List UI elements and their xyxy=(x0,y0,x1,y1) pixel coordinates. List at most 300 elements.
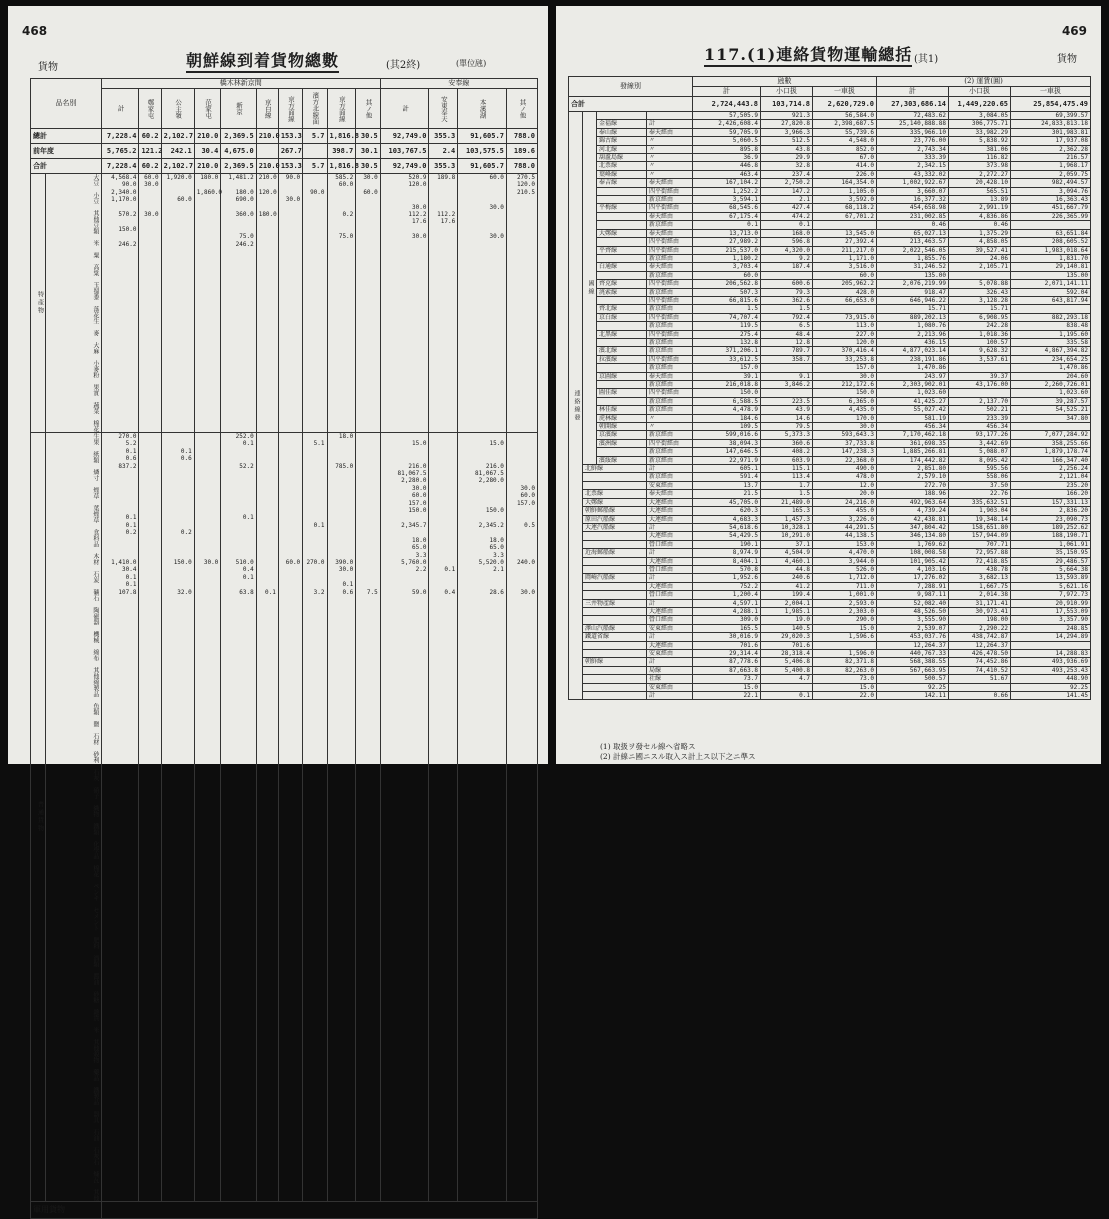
value-cell: 168.0 xyxy=(761,229,813,237)
value-cell: 565.51 xyxy=(949,187,1011,195)
summary-cell: 92,749.0 xyxy=(380,159,429,174)
value-cell: 174,442.82 xyxy=(877,456,949,464)
value-cell: 347,804.42 xyxy=(877,523,949,531)
value-cell: 414.0 xyxy=(813,162,877,170)
right-head-freight: (2) 運賃(圓) xyxy=(877,77,1091,87)
value-cell: 231,002.85 xyxy=(877,212,949,220)
line-row xyxy=(569,490,1091,498)
value-cell: 1,831.70 xyxy=(1011,254,1091,262)
route: 新京經由 xyxy=(647,406,693,414)
route: 安東經由 xyxy=(647,624,693,632)
value-cell: 306,775.71 xyxy=(949,120,1011,128)
group-header-b: 安奉線 xyxy=(380,79,537,89)
value-cell: 512.5 xyxy=(761,137,813,145)
value-cell: 39.1 xyxy=(693,372,761,380)
value-cell: 22,368.0 xyxy=(813,456,877,464)
left-running-head: 貨物 xyxy=(38,62,58,73)
value-cell: 36.9 xyxy=(693,154,761,162)
value-cell: 54,525.21 xyxy=(1011,406,1091,414)
value-cell: 1,457.3 xyxy=(761,515,813,523)
line-name xyxy=(583,540,647,548)
value-cell: 20,910.99 xyxy=(1011,599,1091,607)
item-values-column: 5.1 0.1 270.0 3.2 xyxy=(303,433,327,1202)
value-cell: 150.0 xyxy=(693,389,761,397)
value-cell xyxy=(813,305,877,313)
line-name: 鐵道省線 xyxy=(583,633,647,641)
route: 新京經由 xyxy=(647,397,693,405)
line-row xyxy=(569,120,1091,128)
value-cell: 68,118.2 xyxy=(813,204,877,212)
route: 新京經由 xyxy=(647,322,693,330)
value-cell: 12.0 xyxy=(813,481,877,489)
value-cell: 43.9 xyxy=(761,406,813,414)
value-cell: 453,037.76 xyxy=(877,633,949,641)
line-row xyxy=(569,633,1091,641)
route: 四平街經由 xyxy=(647,330,693,338)
value-cell: 895.8 xyxy=(693,145,761,153)
line-name: 平齊線 xyxy=(597,246,647,254)
line-row xyxy=(569,507,1091,515)
value-cell: 3,084.05 xyxy=(949,112,1011,120)
value-cell: 3,555.90 xyxy=(877,616,949,624)
value-cell: 438,742.87 xyxy=(949,633,1011,641)
value-cell: 2,121.04 xyxy=(1011,473,1091,481)
line-row xyxy=(569,549,1091,557)
column-header: 安東奉天 xyxy=(429,89,458,129)
route: 計 xyxy=(647,549,693,557)
summary-cell: 267.7 xyxy=(278,144,302,159)
line-name xyxy=(583,666,647,674)
value-cell: 54,618.6 xyxy=(693,523,761,531)
value-cell: 23,776.00 xyxy=(877,137,949,145)
value-cell: 13.7 xyxy=(693,481,761,489)
value-cell: 335.58 xyxy=(1011,338,1091,346)
line-row xyxy=(569,591,1091,599)
value-cell: 33,982.29 xyxy=(949,128,1011,136)
value-cell xyxy=(761,389,813,397)
value-cell: 33,612.5 xyxy=(693,355,761,363)
line-name xyxy=(597,254,647,262)
route: 四平街經由 xyxy=(647,355,693,363)
value-cell: 605.1 xyxy=(693,465,761,473)
value-cell: 16,363.43 xyxy=(1011,196,1091,204)
value-cell: 27,820.8 xyxy=(761,120,813,128)
value-cell: 27,392.4 xyxy=(813,238,877,246)
line-name: 河北線 xyxy=(597,145,647,153)
line-row xyxy=(569,397,1091,405)
value-cell: 55,739.6 xyxy=(813,128,877,136)
summary-row xyxy=(31,144,538,159)
value-cell: 115.1 xyxy=(761,465,813,473)
line-name: 大鄭線 xyxy=(597,229,647,237)
route: 大連經由 xyxy=(647,557,693,565)
value-cell: 166.20 xyxy=(1011,490,1091,498)
line-name: 朝鮮郵船線 xyxy=(583,507,647,515)
line-row xyxy=(569,229,1091,237)
value-cell: 2,071,141.11 xyxy=(1011,280,1091,288)
line-name xyxy=(597,112,647,120)
line-row xyxy=(569,582,1091,590)
value-cell: 29.9 xyxy=(761,154,813,162)
route: 四平街經由 xyxy=(647,439,693,447)
value-cell: 2,256.24 xyxy=(1011,465,1091,473)
value-cell: 1,769.62 xyxy=(877,540,949,548)
value-cell: 30.0 xyxy=(813,372,877,380)
value-cell: 0.46 xyxy=(877,221,949,229)
value-cell: 17,553.09 xyxy=(1011,607,1091,615)
right-head-line: 發線別 xyxy=(569,77,693,97)
item-values-column: 180.0 1,860.0 xyxy=(194,174,221,433)
line-row xyxy=(569,574,1091,582)
value-cell xyxy=(1011,305,1091,313)
route: 新京經由 xyxy=(647,347,693,355)
line-name: 近海郵船線 xyxy=(583,549,647,557)
item-labels: 大豆 小豆 其他豆類 米 粟 高粱 玉蜀黍 落花生 麥 大麻 小麥粉 果實 蔬菜 棉花 xyxy=(46,174,101,433)
line-name: 齊北線 xyxy=(597,305,647,313)
section-category: 普通貨物 xyxy=(31,433,46,1202)
line-name xyxy=(597,322,647,330)
value-cell: 3,537.61 xyxy=(949,355,1011,363)
value-cell: 362.6 xyxy=(761,296,813,304)
value-cell: 4,867,394.82 xyxy=(1011,347,1091,355)
value-cell: 3,357.90 xyxy=(1011,616,1091,624)
value-cell: 113.0 xyxy=(813,322,877,330)
value-cell: 22.76 xyxy=(949,490,1011,498)
value-cell: 74,410.52 xyxy=(949,666,1011,674)
value-cell: 4,739.24 xyxy=(877,507,949,515)
value-cell: 215,537.0 xyxy=(693,246,761,254)
value-cell: 54,429.5 xyxy=(693,532,761,540)
line-row xyxy=(569,439,1091,447)
value-cell: 5,406.8 xyxy=(761,658,813,666)
line-name xyxy=(583,591,647,599)
right-table-subtitle: (其1) xyxy=(914,54,939,65)
value-cell: 55,027.42 xyxy=(877,406,949,414)
line-name xyxy=(597,271,647,279)
value-cell: 66,815.6 xyxy=(693,296,761,304)
item-values-column: 0.1 0.6 0.2 150.0 32.0 xyxy=(161,433,194,1202)
value-cell: 3,846.2 xyxy=(761,381,813,389)
column-header: 鄭家屯 xyxy=(139,89,161,129)
route: 新京經由 xyxy=(647,221,693,229)
value-cell: 14,294.89 xyxy=(1011,633,1091,641)
value-cell: 147,238.3 xyxy=(813,448,877,456)
column-header: 濱方北線面 xyxy=(303,89,327,129)
value-cell: 184.6 xyxy=(693,414,761,422)
value-cell: 113.4 xyxy=(761,473,813,481)
line-name: 大鄭線 xyxy=(583,498,647,506)
value-cell: 13,713.0 xyxy=(693,229,761,237)
column-header: 京方面線 xyxy=(278,89,302,129)
value-cell: 326.43 xyxy=(949,288,1011,296)
line-row xyxy=(569,238,1091,246)
value-cell: 3,442.69 xyxy=(949,439,1011,447)
value-cell: 427.4 xyxy=(761,204,813,212)
value-cell: 603.9 xyxy=(761,456,813,464)
summary-cell: 103,767.5 xyxy=(380,144,429,159)
value-cell: 333.39 xyxy=(877,154,949,162)
value-cell: 490.0 xyxy=(813,465,877,473)
line-name: 齊克線 xyxy=(597,280,647,288)
value-cell: 1,879,178.74 xyxy=(1011,448,1091,456)
line-row xyxy=(569,498,1091,506)
route: 新京經由 xyxy=(647,473,693,481)
value-cell: 358,255.66 xyxy=(1011,439,1091,447)
item-values-column: 520.9 120.0 30.0 112.2 17.6 30.0 xyxy=(380,174,429,433)
value-cell: 213,463.57 xyxy=(877,238,949,246)
value-cell: 30,016.9 xyxy=(693,633,761,641)
value-cell: 448.90 xyxy=(1011,675,1091,683)
value-cell: 1.5 xyxy=(761,490,813,498)
value-cell: 0.1 xyxy=(761,221,813,229)
value-cell: 1,596.6 xyxy=(813,633,877,641)
value-cell: 1,061.91 xyxy=(1011,540,1091,548)
line-row xyxy=(569,473,1091,481)
route: 奉天經由 xyxy=(647,229,693,237)
value-cell: 226,365.99 xyxy=(1011,212,1091,220)
line-name: 濱綏線 xyxy=(597,456,647,464)
value-cell: 2,426,608.4 xyxy=(693,120,761,128)
summary-label: 前年度 xyxy=(31,144,102,159)
value-cell: 20,428.10 xyxy=(949,179,1011,187)
value-cell: 1,171.0 xyxy=(813,254,877,262)
value-cell: 37.1 xyxy=(761,540,813,548)
value-cell: 24.06 xyxy=(949,254,1011,262)
summary-cell: 355.3 xyxy=(429,159,458,174)
value-cell: 309.0 xyxy=(693,616,761,624)
value-cell: 5,060.5 xyxy=(693,137,761,145)
value-cell: 1,952.6 xyxy=(693,574,761,582)
line-name xyxy=(597,196,647,204)
value-cell: 48.4 xyxy=(761,330,813,338)
value-cell: 592.04 xyxy=(1011,288,1091,296)
value-cell: 1,712.0 xyxy=(813,574,877,582)
value-cell: 17,937.08 xyxy=(1011,137,1091,145)
grand-total-cell: 2,620,729.0 xyxy=(813,97,877,112)
value-cell: 15.0 xyxy=(813,683,877,691)
value-cell: 4,858.05 xyxy=(949,238,1011,246)
line-row xyxy=(569,280,1091,288)
value-cell: 72,418.85 xyxy=(949,557,1011,565)
summary-cell: 5,765.2 xyxy=(101,144,139,159)
line-row xyxy=(569,641,1091,649)
value-cell: 1,023.60 xyxy=(877,389,949,397)
value-cell: 593,643.3 xyxy=(813,431,877,439)
summary-cell: 2,102.7 xyxy=(161,129,194,144)
value-cell: 9,628.32 xyxy=(949,347,1011,355)
line-row xyxy=(569,372,1091,380)
value-cell: 157.0 xyxy=(693,364,761,372)
value-cell: 463.4 xyxy=(693,170,761,178)
value-cell: 63,651.84 xyxy=(1011,229,1091,237)
value-cell: 60.0 xyxy=(693,271,761,279)
value-cell: 3,094.76 xyxy=(1011,187,1091,195)
value-cell: 74,452.86 xyxy=(949,658,1011,666)
summary-cell xyxy=(256,144,278,159)
value-cell: 335,966.10 xyxy=(877,128,949,136)
line-row xyxy=(569,406,1091,414)
value-cell: 4,470.0 xyxy=(813,549,877,557)
summary-cell: 153.3 xyxy=(278,129,302,144)
left-unit: (單位瓲) xyxy=(456,59,487,68)
column-header: 其ノ他 xyxy=(356,89,380,129)
line-name: 北票線 xyxy=(597,162,647,170)
value-cell: 707.71 xyxy=(949,540,1011,548)
value-cell: 205,962.2 xyxy=(813,280,877,288)
line-row xyxy=(569,187,1091,195)
route: 社線 xyxy=(647,675,693,683)
value-cell: 135.00 xyxy=(877,271,949,279)
value-cell: 4,877,023.14 xyxy=(877,347,949,355)
value-cell: 51.67 xyxy=(949,675,1011,683)
value-cell: 570.8 xyxy=(693,565,761,573)
column-header: 公主嶺 xyxy=(161,89,194,129)
summary-cell: 398.7 xyxy=(327,144,356,159)
line-name: 北黑線 xyxy=(597,330,647,338)
route: 計 xyxy=(647,599,693,607)
line-name: 京白線 xyxy=(597,313,647,321)
item-values-column: 18.0 785.0 390.0 30.0 0.1 0.6 xyxy=(327,433,356,1202)
summary-cell: 2,369.5 xyxy=(221,129,256,144)
line-name: 朝鮮線 xyxy=(583,658,647,666)
value-cell: 4,478.9 xyxy=(693,406,761,414)
value-cell: 73.0 xyxy=(813,675,877,683)
value-cell: 19.0 xyxy=(761,616,813,624)
line-row xyxy=(569,431,1091,439)
value-cell: 17,276.02 xyxy=(877,574,949,582)
value-cell: 48,526.50 xyxy=(877,607,949,615)
route: 計 xyxy=(647,633,693,641)
value-cell: 500.57 xyxy=(877,675,949,683)
value-cell: 3,226.0 xyxy=(813,515,877,523)
value-cell: 82,263.0 xyxy=(813,666,877,674)
line-row xyxy=(569,322,1091,330)
line-name xyxy=(597,397,647,405)
value-cell: 108,008.58 xyxy=(877,549,949,557)
value-cell: 23,090.73 xyxy=(1011,515,1091,523)
value-cell: 2,260,726.01 xyxy=(1011,381,1091,389)
line-row xyxy=(569,330,1091,338)
value-cell: 212,172.6 xyxy=(813,381,877,389)
item-values-column: 60.0 30.0 30.0 xyxy=(458,174,507,433)
value-cell: 188.96 xyxy=(877,490,949,498)
line-row xyxy=(569,389,1091,397)
value-cell: 238,191.86 xyxy=(877,355,949,363)
item-values-column: 30.0 60.0 157.0 0.5 240.0 30.0 xyxy=(506,433,537,1202)
line-row xyxy=(569,523,1091,531)
line-name xyxy=(583,641,647,649)
line-name xyxy=(583,473,647,481)
value-cell: 153.0 xyxy=(813,540,877,548)
value-cell: 2,004.1 xyxy=(761,599,813,607)
value-cell: 4,548.0 xyxy=(813,137,877,145)
item-values-column: 0.1 0.4 xyxy=(429,433,458,1202)
value-cell: 4,836.86 xyxy=(949,212,1011,220)
value-cell: 502.21 xyxy=(949,406,1011,414)
value-cell: 227.0 xyxy=(813,330,877,338)
route: 計 xyxy=(647,692,693,700)
right-table-title: 117.(1)連絡貨物運輸總括 xyxy=(704,42,912,67)
value-cell: 42,438.81 xyxy=(877,515,949,523)
route: 新京經由 xyxy=(647,431,693,439)
route: 四平街經由 xyxy=(647,313,693,321)
value-cell: 142.11 xyxy=(877,692,949,700)
line-name xyxy=(583,675,647,683)
line-name: 北鮮線 xyxy=(583,465,647,473)
column-header: 小口扱 xyxy=(761,87,813,97)
value-cell: 2,398,687.5 xyxy=(813,120,877,128)
summary-cell: 5.7 xyxy=(303,129,327,144)
summary-cell: 788.0 xyxy=(506,129,537,144)
summary-cell: 242.1 xyxy=(161,144,194,159)
column-header: 小口扱 xyxy=(949,87,1011,97)
value-cell: 8,095.42 xyxy=(949,456,1011,464)
value-cell: 28,318.4 xyxy=(761,650,813,658)
line-row xyxy=(569,112,1091,120)
value-cell: 2,991.19 xyxy=(949,204,1011,212)
value-cell: 455.0 xyxy=(813,507,877,515)
value-cell: 0.1 xyxy=(761,692,813,700)
item-values-column: 90.0 30.0 xyxy=(278,174,302,433)
value-cell: 29,314.4 xyxy=(693,650,761,658)
route xyxy=(647,112,693,120)
route: 營口經由 xyxy=(647,616,693,624)
route: 新京經由 xyxy=(647,364,693,372)
value-cell: 1,968.17 xyxy=(1011,162,1091,170)
line-row xyxy=(569,212,1091,220)
line-name xyxy=(597,364,647,372)
route: 奉天經由 xyxy=(647,128,693,136)
value-cell: 1,596.0 xyxy=(813,650,877,658)
value-cell: 436.15 xyxy=(877,338,949,346)
row-header: 品名別 xyxy=(31,79,102,129)
value-cell: 188,190.71 xyxy=(1011,532,1091,540)
value-cell: 2,303,902.01 xyxy=(877,381,949,389)
value-cell: 6,908.95 xyxy=(949,313,1011,321)
route: 四平街經由 xyxy=(647,187,693,195)
summary-cell: 2,369.5 xyxy=(221,159,256,174)
value-cell: 92.25 xyxy=(877,683,949,691)
line-name xyxy=(597,212,647,220)
value-cell: 43.8 xyxy=(761,145,813,153)
line-row xyxy=(569,481,1091,489)
value-cell: 5,838.92 xyxy=(949,137,1011,145)
line-name: 三井物產線 xyxy=(583,599,647,607)
value-cell: 493,253.43 xyxy=(1011,666,1091,674)
value-cell: 2,022,546.05 xyxy=(877,246,949,254)
item-values-column: 30.0 xyxy=(194,433,221,1202)
value-cell xyxy=(949,271,1011,279)
route: 四平街經由 xyxy=(647,389,693,397)
value-cell: 15.71 xyxy=(877,305,949,313)
summary-label: 總計 xyxy=(31,129,102,144)
summary-cell: 60.2 xyxy=(139,129,161,144)
value-cell: 164,354.0 xyxy=(813,179,877,187)
line-row xyxy=(569,540,1091,548)
line-row xyxy=(569,607,1091,615)
item-values-column: 0.1 xyxy=(256,433,278,1202)
value-cell: 52,082.40 xyxy=(877,599,949,607)
value-cell: 3,592.0 xyxy=(813,196,877,204)
line-row xyxy=(569,624,1091,632)
route: 安東經由 xyxy=(647,650,693,658)
value-cell: 248.85 xyxy=(1011,624,1091,632)
value-cell: 135.00 xyxy=(1011,271,1091,279)
value-cell: 1,375.29 xyxy=(949,229,1011,237)
value-cell: 39,287.57 xyxy=(1011,397,1091,405)
route: 大連經由 xyxy=(647,507,693,515)
value-cell: 478.0 xyxy=(813,473,877,481)
